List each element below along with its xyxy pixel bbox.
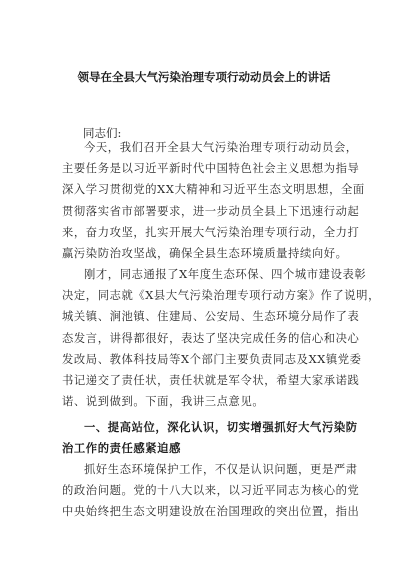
text-line: 贯彻落实省市部署要求，进一步动员全县上下迅速行动起 [62, 204, 360, 218]
text-line: 赢污染防治攻坚战，确保全县生态环境质量持续向好。 [62, 247, 348, 261]
text-line: 抓好生态环境保护工作，不仅是认识问题，更是严肃 [84, 463, 358, 476]
text-line: 刚才，同志通报了X年度生态环保、四个城市建设表彰 [84, 268, 367, 281]
text-line: 中央始终把生态文明建设放在治国理政的突出位置，指出 [62, 505, 360, 519]
paragraph-2 [62, 264, 380, 412]
text-line: 今天，我们召开全县大气污染治理专项行动动员会， [84, 141, 358, 154]
text-line: 来，奋力攻坚，扎实开展大气污染治理专项行动，全力打 [62, 225, 360, 239]
document-title: 领导在全县大气污染治理专项行动动员会上的讲话 [77, 70, 331, 84]
text-line: 决定，同志就《X县大气污染治理专项行动方案》作了说明， [62, 289, 380, 303]
paragraph-3 [62, 459, 360, 523]
heading-line: 治工作的责任感紧迫感 [62, 441, 181, 456]
text-line: 深入学习贯彻党的XX大精神和习近平生态文明思想，全面 [62, 183, 365, 197]
salutation: 同志们: [83, 126, 122, 140]
text-line: 的政治问题。党的十八大以来，以习近平同志为核心的党 [62, 484, 360, 498]
text-line: 书记递交了责任状，责任状就是军令状，希望大家承诺践 [62, 374, 360, 388]
text-line: 主要任务是以习近平新时代中国特色社会主义思想为指导 [62, 162, 360, 176]
text-line: 诺、说到做到。下面，我讲三点意见。 [62, 395, 265, 409]
heading-line: 一、提高站位，深化认识，切实增强抓好大气污染防 [84, 420, 358, 434]
paragraph-1 [62, 137, 365, 264]
text-line: 态发言，讲得都很好，表达了坚决完成任务的信心和决心 [62, 331, 360, 345]
text-line: 城关镇、涧池镇、住建局、公安局、生态环境分局作了表 [62, 310, 360, 324]
text-line: 发改局、教体科技局等X个部门主要负责同志及XX镇党委 [62, 352, 362, 366]
section-heading-1 [62, 417, 357, 459]
